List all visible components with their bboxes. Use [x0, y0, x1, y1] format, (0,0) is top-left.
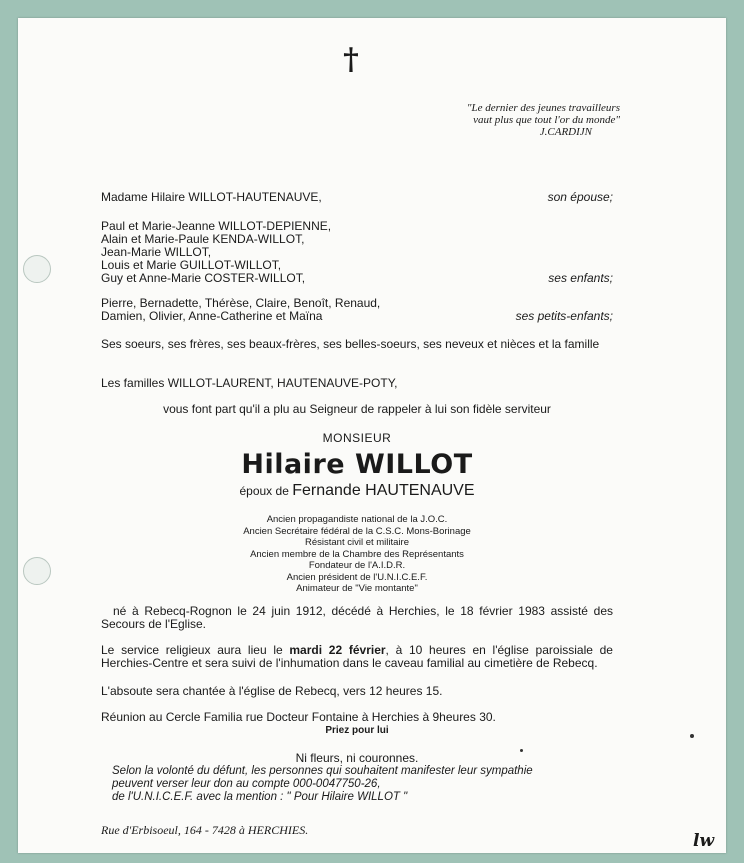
child-entry: Guy et Anne-Marie COSTER-WILLOT,: [101, 271, 306, 285]
quote-line-2: vaut plus que tout l'or du monde": [473, 114, 620, 126]
donation-text: [112, 765, 622, 804]
prayer-text: Priez pour lui: [325, 725, 389, 736]
children-role: ses enfants;: [548, 271, 613, 285]
title-entry: Ancien président de l'U.N.I.C.E.F.: [286, 571, 428, 583]
children-list: [101, 220, 613, 285]
families-text: Les familles WILLOT-LAURENT, HAUTENAUVE-POTY,: [101, 376, 398, 390]
service-after: , à 10 heures en l'église paroissiale de Herchies-Centre et sera suivi de l'inhumation dans le caveau familial au cimetière de Rebecq.: [101, 643, 613, 670]
announcement-text: vous font part qu'il a plu au Seigneur de rappeler à lui son fidèle serviteur: [163, 402, 551, 416]
title-entry: Ancien propagandiste national de la J.O.C.: [266, 514, 448, 525]
quote-line-1: "Le dernier des jeunes travailleurs: [466, 102, 620, 114]
title-entry: Ancien Secrétaire fédéral de la C.S.C. Mons-Borinage: [243, 525, 471, 537]
printer-logo: lw: [693, 831, 715, 851]
grandchildren-role: ses petits-enfants;: [515, 309, 613, 323]
service-before: Le service religieux aura lieu le: [101, 643, 290, 657]
spouse-name: Madame Hilaire WILLOT-HAUTENAUVE,: [101, 190, 322, 204]
title-entry: Ancien membre de la Chambre des Représentants: [250, 548, 464, 560]
child-entry: Louis et Marie GUILLOT-WILLOT,: [101, 258, 282, 272]
deceased-spouse: [101, 482, 613, 500]
grandchildren-line: Damien, Olivier, Anne-Catherine et Maïna: [101, 309, 323, 323]
cardijn-quote: [420, 102, 620, 138]
spouse-role: son épouse;: [547, 190, 613, 204]
speck: [690, 734, 694, 738]
title-entry: Animateur de "Vie montante": [296, 583, 418, 594]
title-entry: Résistant civil et militaire: [305, 537, 409, 548]
punch-hole-top: [23, 255, 51, 283]
absoute-text: L'absoute sera chantée à l'église de Rebecq, vers 12 heures 15.: [101, 684, 443, 698]
title-entry: Fondateur de l'A.I.D.R.: [308, 560, 406, 571]
cross-icon: †: [343, 42, 359, 77]
child-entry: Alain et Marie-Paule KENDA-WILLOT,: [101, 232, 305, 246]
spouse-row: [101, 191, 613, 204]
service-text: [101, 644, 613, 670]
deceased-spouse-name: Fernande HAUTENAUVE: [292, 482, 475, 499]
spouse-prefix: époux de: [239, 484, 289, 498]
deceased-name: Hilaire WILLOT: [241, 449, 473, 480]
punch-hole-bottom: [23, 557, 51, 585]
donation-line-3: de l'U.N.I.C.E.F. avec la mention : " Pour Hilaire WILLOT ": [112, 791, 408, 803]
honorific: MONSIEUR: [322, 431, 392, 445]
donation-line-2: peuvent verser leur don au compte 000-0047750-26,: [112, 778, 381, 790]
siblings-text: Ses soeurs, ses frères, ses beaux-frères, ses belles-soeurs, ses neveux et nièces et la famille: [101, 337, 600, 351]
grandchildren-row: [101, 297, 613, 323]
titles-list: [101, 514, 613, 595]
speck: [520, 749, 523, 752]
child-entry: Paul et Marie-Jeanne WILLOT-DEPIENNE,: [101, 219, 332, 233]
children-row: [101, 220, 613, 285]
birth-death-text: né à Rebecq-Rognon le 24 juin 1912, décédé à Herchies, le 18 février 1983 assisté des Secours de l'Eglise.: [101, 604, 613, 631]
quote-author: J.CARDIJN: [539, 126, 592, 138]
service-date: mardi 22 février: [289, 643, 386, 657]
donation-line-1: Selon la volonté du défunt, les personnes qui souhaitent manifester leur sympathie: [112, 765, 533, 777]
flowers-text: Ni fleurs, ni couronnes.: [295, 751, 419, 765]
reunion-text: Réunion au Cercle Familia rue Docteur Fontaine à Herchies à 9heures 30.: [101, 710, 496, 724]
child-entry: Jean-Marie WILLOT,: [101, 245, 212, 259]
address-text: Rue d'Erbisoeul, 164 - 7428 à HERCHIES.: [101, 823, 309, 837]
grandchildren-line: Pierre, Bernadette, Thérèse, Claire, Benoît, Renaud,: [101, 296, 381, 310]
